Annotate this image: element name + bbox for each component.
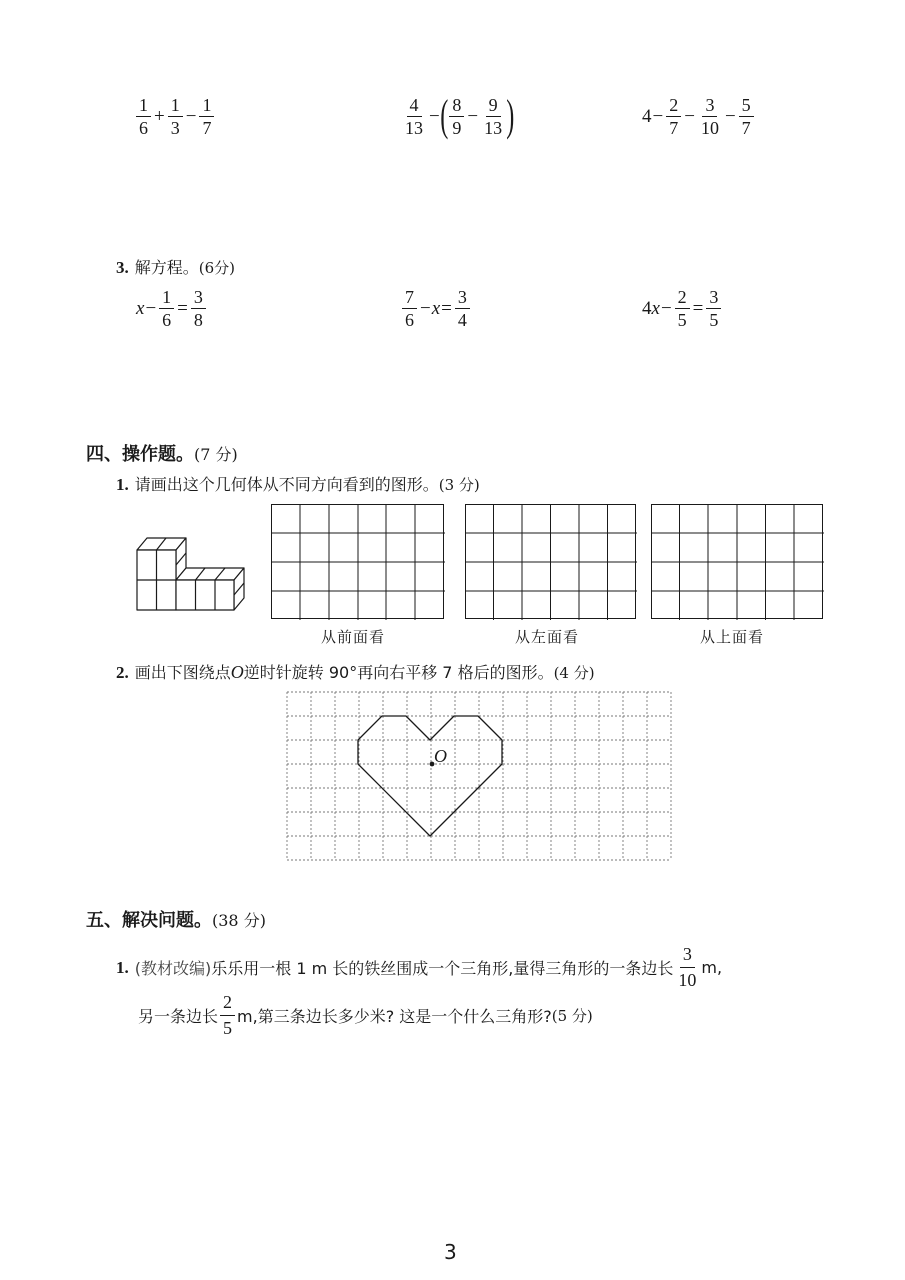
operator: −: [724, 106, 736, 127]
denominator: 10: [700, 118, 719, 138]
denominator: 6: [162, 310, 172, 330]
denominator: 7: [741, 118, 751, 138]
unit: m,: [701, 958, 723, 977]
cube-solid-figure: [130, 530, 248, 612]
equation-1: [136, 288, 208, 329]
fraction: [220, 992, 235, 1039]
question-text: 请画出这个几何体从不同方向看到的图形。: [134, 475, 439, 494]
denominator: 3: [170, 118, 180, 138]
source-tag: (教材改编): [134, 959, 212, 978]
caption-front-view: 从前面看: [321, 628, 386, 646]
denominator: 13: [405, 117, 423, 138]
fraction: [402, 288, 417, 329]
question-3-heading: [116, 255, 235, 278]
operator: −: [660, 298, 672, 319]
fraction: [402, 96, 426, 137]
lead-number: 4: [642, 106, 652, 127]
numerator: 3: [706, 288, 721, 309]
question-text: 解方程。: [134, 258, 199, 277]
fraction: [706, 288, 721, 329]
fraction: [675, 944, 699, 991]
question-number: 2.: [116, 663, 129, 682]
coefficient: 4: [642, 298, 652, 319]
denominator: 7: [202, 118, 212, 138]
numerator: 3: [455, 288, 470, 309]
variable: x: [136, 298, 145, 319]
right-paren: ): [506, 91, 515, 140]
question-text: m,第三条边长多少米? 这是一个什么三角形?: [237, 1007, 552, 1026]
fraction: [449, 96, 464, 137]
question-text: 画出下图绕点: [134, 663, 231, 682]
numerator: 8: [449, 96, 464, 117]
equation-3: [642, 288, 723, 329]
denominator: 6: [139, 118, 148, 138]
fraction: [698, 96, 722, 137]
question-text: 乐乐用一根 1 m 长的铁丝围成一个三角形,量得三角形的一条边长: [211, 959, 674, 978]
section-5-title: [86, 906, 266, 932]
numerator: 1: [168, 96, 183, 117]
numerator: 9: [486, 96, 501, 117]
denominator: 8: [193, 310, 203, 330]
denominator: 9: [452, 117, 462, 138]
equals-sign: =: [177, 298, 188, 319]
denominator: 13: [484, 117, 503, 138]
question-number: 1.: [116, 475, 129, 494]
numerator: 1: [136, 96, 151, 117]
numerator: 2: [220, 992, 235, 1016]
fraction: [136, 96, 151, 137]
left-paren: (: [440, 91, 449, 140]
points: (4 分): [553, 664, 595, 682]
points: (38 分): [212, 911, 266, 930]
section-4-question-1: [116, 472, 480, 495]
equals-sign: =: [441, 298, 452, 319]
equals-sign: =: [692, 298, 704, 319]
points: (5 分): [551, 1007, 593, 1025]
numerator: 4: [407, 96, 422, 117]
points: (6分): [198, 259, 236, 277]
operator: −: [652, 106, 664, 127]
question-text: 另一条边长: [138, 1007, 219, 1026]
numerator: 2: [666, 96, 681, 117]
rotation-grid[interactable]: [286, 690, 676, 862]
operator: −: [185, 106, 197, 127]
operator: −: [467, 105, 479, 127]
view-grid-top[interactable]: [651, 504, 824, 620]
section-5-question-1-line-1: [116, 944, 722, 991]
section-title-text: 五、解决问题。: [86, 910, 212, 931]
fraction: [666, 96, 681, 137]
fraction: [739, 96, 754, 137]
numerator: 1: [159, 288, 174, 309]
variable: x: [431, 298, 441, 319]
fraction: [168, 96, 183, 137]
numerator: 3: [680, 944, 695, 968]
numerator: 1: [199, 96, 214, 117]
numerator: 3: [702, 96, 717, 117]
section-5-question-1-line-2: [138, 992, 593, 1039]
fraction: [481, 96, 505, 137]
expression-1: [134, 96, 216, 137]
numerator: 3: [191, 288, 206, 309]
section-4-question-2: [116, 660, 595, 683]
operator: +: [154, 106, 165, 127]
expression-2: [400, 91, 515, 140]
heart-shape: [358, 716, 502, 836]
section-title-text: 四、操作题。: [86, 444, 194, 465]
view-grid-front[interactable]: [271, 504, 445, 620]
operator: −: [684, 106, 695, 127]
numerator: 2: [675, 288, 690, 309]
denominator: 7: [669, 118, 679, 138]
question-number: 1.: [116, 957, 129, 977]
denominator: 6: [405, 310, 414, 330]
denominator: 4: [457, 310, 467, 330]
denominator: 5: [677, 310, 687, 330]
points: (7 分): [194, 445, 238, 464]
operator: −: [145, 298, 157, 319]
caption-left-view: 从左面看: [515, 628, 580, 646]
numerator: 7: [402, 288, 417, 309]
view-grid-left[interactable]: [465, 504, 637, 620]
fraction: [199, 96, 214, 137]
points: (3 分): [438, 476, 480, 494]
point-label: O: [230, 662, 244, 682]
question-number: 3.: [116, 258, 129, 277]
expression-3: [642, 96, 756, 137]
caption-top-view: 从上面看: [700, 628, 765, 646]
denominator: 5: [223, 1018, 233, 1038]
equation-2: [400, 288, 472, 329]
denominator: 5: [709, 310, 719, 330]
variable: x: [651, 298, 660, 319]
point-o-label: O: [434, 746, 447, 766]
operator: −: [429, 105, 440, 127]
denominator: 10: [678, 970, 697, 990]
operator: −: [420, 298, 431, 319]
fraction: [191, 288, 206, 329]
fraction: [675, 288, 690, 329]
fraction: [455, 288, 470, 329]
question-text: 逆时针旋转 90°再向右平移 7 格后的图形。: [243, 663, 554, 682]
fraction: [159, 288, 174, 329]
numerator: 5: [739, 96, 754, 117]
section-4-title: [86, 440, 238, 466]
page-number: 3: [444, 1240, 457, 1264]
